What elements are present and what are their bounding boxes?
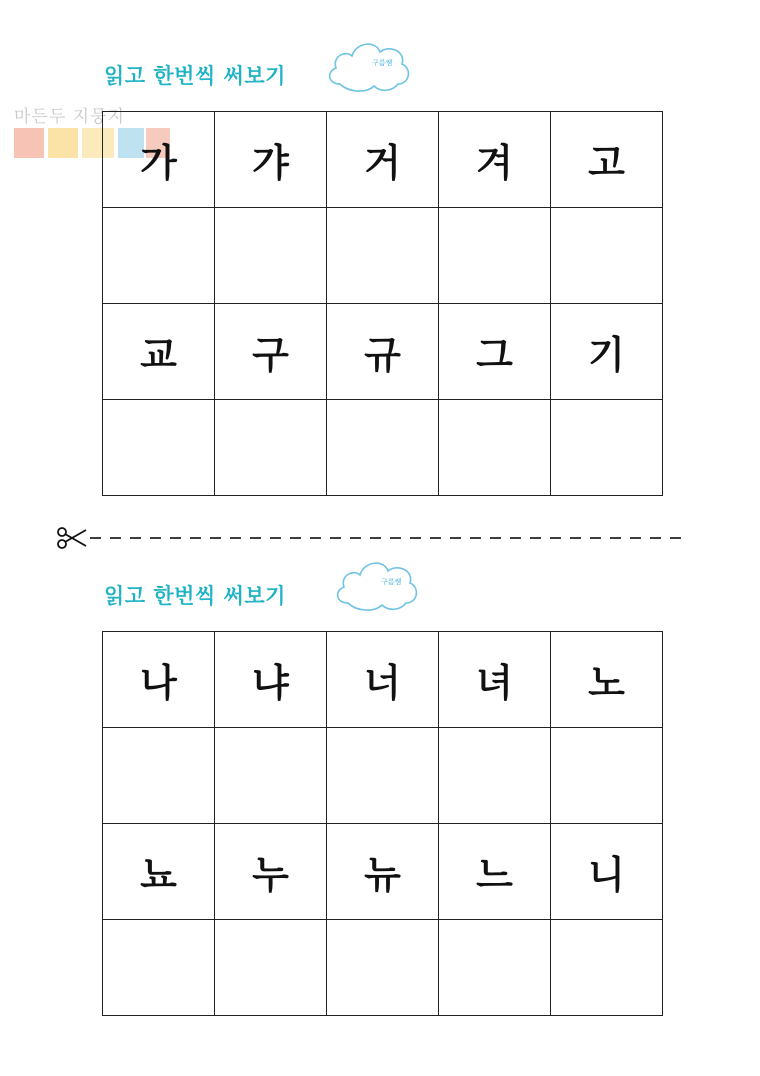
section-title: 읽고 한번씩 써보기 [104, 584, 286, 608]
letter-cell: 느 [439, 824, 551, 920]
letter-cell: 거 [327, 112, 439, 208]
practice-cell[interactable] [439, 208, 551, 304]
letter-cell: 냐 [215, 632, 327, 728]
grid-row [103, 632, 663, 728]
cut-line [56, 524, 696, 552]
writing-grid [102, 631, 663, 1016]
practice-cell[interactable] [439, 728, 551, 824]
practice-cell[interactable] [327, 208, 439, 304]
letter-cell: 녀 [439, 632, 551, 728]
letter-cell: 노 [551, 632, 663, 728]
letter-cell: 니 [551, 824, 663, 920]
practice-cell[interactable] [551, 400, 663, 496]
letter-cell: 누 [215, 824, 327, 920]
cloud-icon [330, 553, 422, 615]
practice-cell[interactable] [551, 208, 663, 304]
practice-cell[interactable] [103, 208, 215, 304]
letter-cell: 고 [551, 112, 663, 208]
grid-row [103, 112, 663, 208]
practice-cell[interactable] [215, 208, 327, 304]
grid-row [103, 400, 663, 496]
practice-cell[interactable] [439, 400, 551, 496]
letter-cell: 구 [215, 304, 327, 400]
practice-cell[interactable] [439, 920, 551, 1016]
practice-cell[interactable] [327, 920, 439, 1016]
grid-row [103, 920, 663, 1016]
letter-cell: 규 [327, 304, 439, 400]
letter-cell: 너 [327, 632, 439, 728]
practice-cell[interactable] [551, 728, 663, 824]
watermark-text: 마든두 지뭉지 [14, 107, 125, 127]
letter-cell: 기 [551, 304, 663, 400]
letter-cell: 교 [103, 304, 215, 400]
section-title: 읽고 한번씩 써보기 [104, 64, 286, 88]
cloud-label: 구름쌤 [372, 59, 393, 67]
cloud-icon [322, 34, 414, 96]
letter-cell: 그 [439, 304, 551, 400]
letter-cell: 갸 [215, 112, 327, 208]
scissors-icon [58, 528, 86, 548]
practice-cell[interactable] [103, 728, 215, 824]
practice-cell[interactable] [215, 400, 327, 496]
practice-cell[interactable] [327, 400, 439, 496]
grid-row [103, 728, 663, 824]
letter-cell: 겨 [439, 112, 551, 208]
cloud-label: 구름쌤 [381, 578, 402, 586]
practice-cell[interactable] [103, 920, 215, 1016]
practice-cell[interactable] [215, 728, 327, 824]
letter-cell: 나 [103, 632, 215, 728]
practice-cell[interactable] [327, 728, 439, 824]
writing-grid [102, 111, 663, 496]
letter-cell: 가 [103, 112, 215, 208]
practice-cell[interactable] [215, 920, 327, 1016]
grid-row [103, 208, 663, 304]
grid-row [103, 824, 663, 920]
grid-row [103, 304, 663, 400]
letter-cell: 뇨 [103, 824, 215, 920]
letter-cell: 뉴 [327, 824, 439, 920]
practice-cell[interactable] [551, 920, 663, 1016]
practice-cell[interactable] [103, 400, 215, 496]
